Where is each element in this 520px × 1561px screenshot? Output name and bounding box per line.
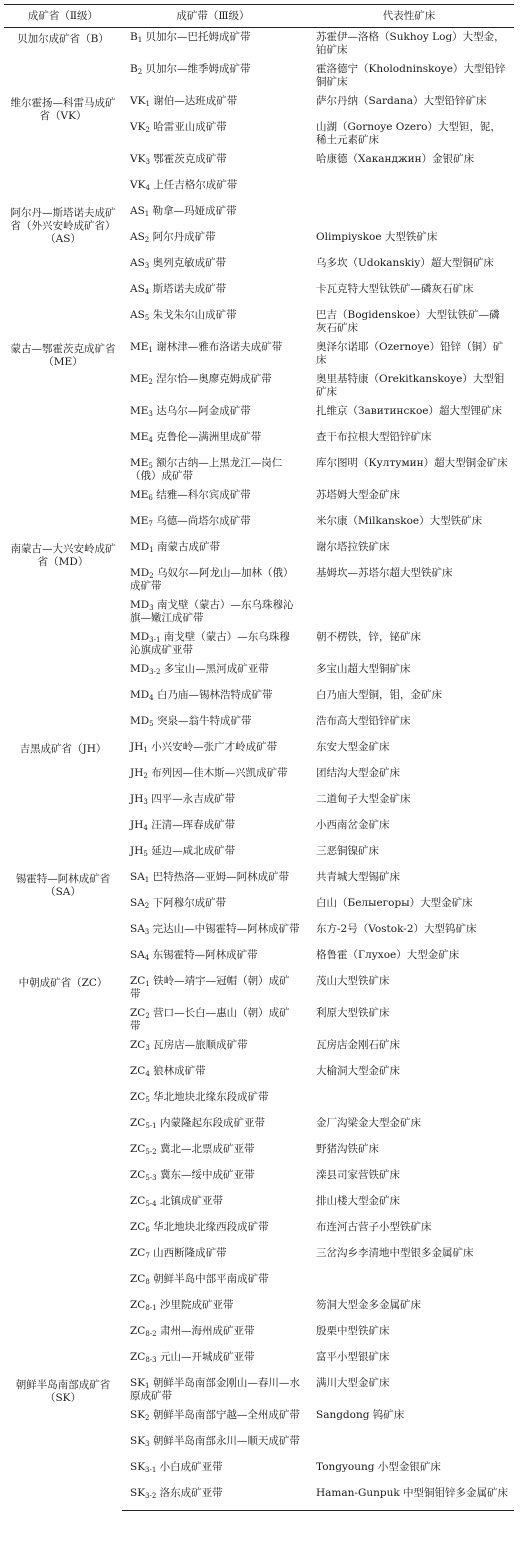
belt-cell [122,202,304,228]
belt-code: VK [130,153,146,165]
belt-cell [122,1244,304,1270]
belt-code: ZC [130,1247,146,1259]
belt-code-subscript: 3-2 [149,668,161,676]
belt-cell [122,176,304,202]
deposit-cell: 哈康德（Хаканджин）金银矿床 [316,153,475,165]
deposit-cell: 东安大型金矿床 [316,741,390,753]
belt-cell [122,1088,304,1114]
belt-code: B [130,63,138,75]
belt-code: ME [130,489,149,501]
deposit-cell [304,176,514,202]
belt-cell [122,1348,304,1374]
belt-code-subscript: 4 [143,824,148,832]
belt-code-subscript: 3 [148,410,153,418]
belt-name: 华北地块北缘西段成矿带 [153,1221,269,1233]
deposit-cell: 共青城大型锡矿床 [316,871,400,883]
table-row [4,868,514,894]
deposit-cell: 三岔沟乡李清地中型银多金属矿床 [316,1247,474,1259]
belt-code-subscript: 3 [144,928,150,936]
belt-name: 朱戈朱尔山成矿带 [152,309,237,321]
belt-name: 朝鲜半岛南部金刚山—春川—水原成矿带 [130,1377,300,1402]
belt-name: 完达山—中锡霍特—阿林成矿带 [152,923,300,935]
belt-code-subscript: 4 [145,184,150,192]
belt-name: 谢林津—雅布洛诺夫成矿带 [156,341,283,353]
deposit-cell: 二道甸子大型金矿床 [316,793,411,805]
belt-code: SA [130,949,145,961]
belt-code: SK [130,1409,146,1421]
deposit-cell: 排山楼大型金矿床 [316,1195,400,1207]
belt-cell [122,946,304,972]
belt-code: SA [130,871,145,883]
belt-code: MD [130,541,150,553]
belt-code-subscript: 6 [148,494,153,502]
table-header [4,5,514,28]
belt-code-subscript: 2 [145,1414,150,1422]
belt-code-subscript: 3 [143,798,148,806]
belt-code-subscript: 5 [145,1096,150,1104]
belt-code: B [130,31,138,43]
belt-code-subscript: 2 [144,902,150,910]
belt-code-subscript: 1 [148,346,153,354]
belt-cell [122,1296,304,1322]
belt-code: JH [130,767,144,779]
belt-code-subscript: 3 [145,1044,150,1052]
belt-name: 结雅—科尔宾成矿带 [156,489,251,501]
belt-name: 达乌尔—阿金成矿带 [156,405,251,417]
belt-name: 谢伯—达班成矿带 [153,95,238,107]
belt-cell [122,842,304,868]
belt-name: 哈雷亚山成矿带 [153,121,227,133]
belt-name: 肃州—海州成矿亚带 [159,1325,255,1337]
belt-code: AS [130,205,145,217]
deposit-cell: 三恶铜镍矿床 [316,845,379,857]
belt-code-subscript: 5 [149,720,154,728]
belt-code: MD [130,689,150,701]
belt-code: ZC [130,1117,146,1129]
table-row [4,338,514,370]
belt-cell [122,712,304,738]
belt-name: 华北地块北缘东段成矿带 [153,1091,269,1103]
belt-cell [122,920,304,946]
table-row [4,972,514,1004]
belt-cell [122,428,304,454]
belt-code: AS [130,231,145,243]
belt-cell [122,686,304,712]
belt-name: 沙里院成矿亚带 [159,1299,234,1311]
belt-name: 奥列克敏成矿带 [152,257,227,269]
province-cell: 中朝成矿省（ZC） [18,977,108,989]
belt-cell [122,254,304,280]
deposit-cell: 小西南岔金矿床 [316,819,390,831]
belt-code-subscript: 5-3 [145,1174,157,1182]
deposit-cell: 山湖（Gornoye Ozero）大型钽，铌，稀土元素矿床 [316,121,501,146]
belt-name: 斯塔诺夫成矿带 [152,283,227,295]
belt-cell [122,338,304,370]
belt-cell [122,118,304,150]
deposit-cell: 库尔图明（Култумин）超大型铜金矿床 [316,457,508,469]
belt-name: 布列因—佳木斯—兴凯成矿带 [151,767,288,779]
belt-code: ZC [130,1221,146,1233]
belt-cell [122,1004,304,1036]
belt-code-subscript: 5-4 [145,1200,157,1208]
belt-cell [122,564,304,596]
deposit-cell: 东方-2号（Vostok-2）大型钨矿床 [316,923,477,935]
deposit-cell: 布连河古营子小型铁矿床 [316,1221,432,1233]
belt-name: 小白成矿亚带 [159,1461,223,1473]
belt-name: 白乃庙—锡林浩特成矿带 [156,689,273,701]
belt-cell [122,816,304,842]
belt-name: 山西断隆成矿带 [153,1247,227,1259]
belt-cell [122,1192,304,1218]
belt-name: 汪清—珲春成矿带 [151,819,236,831]
belt-cell [122,306,304,338]
belt-name: 贝加尔—巴托姆成矿带 [145,31,251,43]
belt-code: VK [130,95,146,107]
deposit-cell: 笏洞大型金多金属矿床 [316,1299,421,1311]
belt-name: 洛东成矿亚带 [159,1487,223,1499]
belt-name: 涅尔恰—奥廖克姆成矿带 [156,373,272,385]
belt-name: 额尔古纳—上黑龙江—岗仁（俄）成矿带 [130,457,283,482]
belt-name: 朝鲜半岛中部平南成矿带 [153,1273,269,1285]
belt-cell [122,972,304,1004]
deposit-cell: 苏霍伊—洛格（Sukhoy Log）大型金，铂矿床 [316,31,505,56]
deposit-cell: 奥泽尔诺耶（Ozernoye）铅锌（铜）矿床 [316,341,504,366]
belt-name: 乌奴尔—阿龙山—加林（俄）成矿带 [130,567,294,592]
belt-code: ZC [130,1039,146,1051]
belt-code-subscript: 5-2 [145,1148,157,1156]
belt-cell [122,1458,304,1484]
belt-cell [122,596,304,628]
belt-name: 四平—永吉成矿带 [151,793,236,805]
belt-code: ZC [130,1007,146,1019]
belt-code-subscript: 8-3 [145,1356,157,1364]
belt-cell [122,1374,304,1406]
deposit-cell: 谢尔塔拉铁矿床 [316,541,390,553]
belt-code: ZC [130,975,146,987]
belt-code: VK [130,179,146,191]
belt-code-subscript: 8-1 [145,1304,157,1312]
belt-name: 朝鲜半岛南部永川—顺天成矿带 [152,1435,300,1447]
belt-code: MD [130,663,150,675]
belt-cell [122,764,304,790]
deposit-cell: 朝不楞铁，锌，铋矿床 [316,631,421,643]
deposit-cell: 瓦房店金刚石矿床 [316,1039,400,1051]
province-cell: 蒙古—鄂霍茨克成矿省（ME） [10,343,116,368]
belt-cell [122,738,304,764]
belt-cell [122,894,304,920]
deposit-cell: Olimpiyskoe 大型铁矿床 [316,231,438,243]
belt-code: MD [130,599,150,611]
belt-name: 延边—咸北成矿带 [151,845,236,857]
deposit-cell: 白山（Белыегоры）大型金矿床 [316,897,473,909]
deposit-cell: 米尔康（Milkanskoe）大型铁矿床 [316,515,483,527]
province-cell: 吉黑成矿省（JH） [19,743,107,755]
belt-code-subscript: 3 [144,262,150,270]
belt-code: ZC [130,1091,146,1103]
belt-name: 乌德—尚塔尔成矿带 [156,515,251,527]
belt-cell [122,92,304,118]
header-province: 成矿省（Ⅱ级） [4,5,122,28]
table-row [4,202,514,228]
belt-name: 内蒙隆起东段成矿亚带 [159,1117,265,1129]
deposit-cell [304,202,514,228]
belt-cell [122,628,304,660]
belt-cell [122,1322,304,1348]
deposit-cell: 大榆洞大型金矿床 [316,1065,400,1077]
belt-cell [122,538,304,564]
belt-code-subscript: 3 [149,604,154,612]
belt-code: SA [130,897,145,909]
belt-name: 狼林成矿带 [153,1065,206,1077]
belt-code: ME [130,431,149,443]
belt-name: 冀东—绥中成矿亚带 [159,1169,255,1181]
belt-cell [122,660,304,686]
deposit-cell: 野猪沟铁矿床 [316,1143,379,1155]
belt-code-subscript: 5 [144,314,150,322]
belt-code-subscript: 2 [143,772,148,780]
deposit-cell [304,1270,514,1296]
belt-code: SK [130,1377,146,1389]
belt-code: ME [130,457,149,469]
belt-code-subscript: 5 [143,850,148,858]
belt-code-subscript: 6 [145,1226,150,1234]
belt-code-subscript: 4 [144,288,150,296]
belt-name: 下阿穆尔成矿带 [152,897,227,909]
belt-code: AS [130,309,145,321]
belt-code-subscript: 2 [145,1012,150,1020]
deposit-cell [304,1432,514,1458]
metallogenic-table [4,4,514,1511]
belt-cell [122,868,304,894]
belt-name: 多宝山—黑河成矿亚带 [163,663,269,675]
belt-cell [122,790,304,816]
belt-name: 南蒙古成矿带 [156,541,220,553]
belt-name: 瓦房店—旅顺成矿带 [153,1039,248,1051]
deposit-cell: 浩布高大型铅锌矿床 [316,715,411,727]
belt-code: SK [130,1487,146,1499]
belt-cell [122,402,304,428]
belt-name: 铁岭—靖宇—冠帽（朝）成矿带 [130,975,290,1000]
belt-name: 突泉—翁牛特成矿带 [156,715,252,727]
belt-cell [122,280,304,306]
belt-code-subscript: 1 [145,980,150,988]
belt-code-subscript: 3 [145,1440,150,1448]
deposit-cell: 基姆坎—苏塔尔超大型铁矿床 [316,567,453,579]
deposit-cell: 殷栗中型铁矿床 [316,1325,390,1337]
belt-cell [122,512,304,538]
belt-code-subscript: 7 [145,1252,150,1260]
belt-cell [122,228,304,254]
deposit-cell: 多宝山超大型铜矿床 [316,663,411,675]
deposit-cell: 白乃庙大型铜，钼，金矿床 [316,689,442,701]
belt-cell [122,1406,304,1432]
deposit-cell: 团结沟大型金矿床 [316,767,400,779]
province-cell: 南蒙古—大兴安岭成矿省（MD） [10,543,116,568]
belt-cell [122,60,304,92]
deposit-cell: 滦县司家营铁矿床 [316,1169,400,1181]
province-cell: 锡霍特—阿林成矿省（SA） [15,873,111,898]
belt-code: AS [130,257,145,269]
belt-cell [122,1140,304,1166]
belt-name: 营口—长白—惠山（朝）成矿带 [130,1007,290,1032]
belt-code-subscript: 8-2 [145,1330,157,1338]
belt-cell [122,1218,304,1244]
belt-code-subscript: 3-2 [145,1492,157,1500]
province-cell: 朝鲜半岛南部成矿省（SK） [15,1379,111,1404]
belt-cell [122,1484,304,1510]
belt-code: MD [130,631,150,643]
table-row [4,738,514,764]
belt-cell [122,486,304,512]
belt-code-subscript: 3 [145,158,150,166]
province-cell: 贝加尔成矿省（B） [17,33,109,45]
belt-code-subscript: 5 [148,462,153,470]
belt-code: ZC [130,1299,146,1311]
belt-code-subscript: 1 [145,100,150,108]
province-cell: 维尔霍扬—科雷马成矿省（VK） [10,97,116,122]
belt-code-subscript: 4 [148,436,153,444]
belt-cell [122,454,304,486]
belt-cell [122,1432,304,1458]
province-cell: 阿尔丹—斯塔诺夫成矿省（外兴安岭成矿省）（AS） [10,207,116,245]
belt-code-subscript: 2 [149,572,154,580]
belt-code: ZC [130,1195,146,1207]
belt-cell [122,1114,304,1140]
belt-code-subscript: 2 [148,378,153,386]
belt-name: 南戈壁（蒙古）—东乌珠穆沁旗成矿亚带 [130,631,290,656]
header-deposit: 代表性矿床 [304,5,514,28]
header-belt: 成矿带（Ⅲ级） [122,5,304,28]
belt-name: 阿尔丹成矿带 [152,231,216,243]
deposit-cell: 乌多坎（Udokanskiy）超大型铜矿床 [316,257,494,269]
belt-name: 上任吉格尔成矿带 [153,179,238,191]
belt-code-subscript: 2 [144,236,150,244]
belt-code-subscript: 1 [144,876,150,884]
deposit-cell: 查干布拉根大型铅锌矿床 [316,431,432,443]
belt-code: ME [130,341,149,353]
belt-code-subscript: 4 [145,1070,150,1078]
table-body [4,28,514,1511]
belt-code-subscript: 2 [145,126,150,134]
belt-code-subscript: 3-1 [149,636,161,644]
belt-name: 勒拿—玛娅成矿带 [152,205,237,217]
belt-code: MD [130,567,150,579]
belt-code-subscript: 4 [149,694,154,702]
belt-code-subscript: 4 [144,954,150,962]
belt-code: ZC [130,1325,146,1337]
deposit-cell: Haman-Gunpuk 中型铜钼锌多金属矿床 [304,1484,514,1510]
belt-cell [122,370,304,402]
deposit-cell: 霍洛德宁（Kholodninskoye）大型铅锌铜矿床 [316,63,506,88]
belt-code-subscript: 1 [143,746,148,754]
belt-code-subscript: 7 [148,520,153,528]
belt-code: SA [130,923,145,935]
belt-code-subscript: 1 [137,36,143,44]
deposit-cell [304,596,514,628]
table-row [4,1374,514,1406]
belt-code: SK [130,1435,146,1447]
belt-name: 冀北—北票成矿亚带 [159,1143,255,1155]
deposit-cell: 金厂沟梁金大型金矿床 [316,1117,421,1129]
table-row [4,28,514,61]
belt-name: 北镇成矿亚带 [159,1195,223,1207]
belt-code: ZC [130,1143,146,1155]
belt-code: VK [130,121,146,133]
belt-code: ME [130,515,149,527]
belt-name: 巴特热洛—亚姆—阿林成矿带 [152,871,290,883]
belt-code: ZC [130,1351,146,1363]
deposit-cell: 奥里基特康（Orekitkanskoye）大型钼矿床 [316,373,505,398]
deposit-cell: 利原大型铁矿床 [316,1007,390,1019]
belt-name: 克鲁伦—满洲里成矿带 [156,431,262,443]
belt-name: 东锡霍特—阿林成矿带 [152,949,258,961]
belt-code: AS [130,283,145,295]
belt-name: 元山—开城成矿亚带 [159,1351,255,1363]
deposit-cell: 满川大型金矿床 [316,1377,390,1389]
belt-cell [122,1036,304,1062]
belt-name: 鄂霍茨克成矿带 [153,153,227,165]
belt-code-subscript: 5-1 [145,1122,157,1130]
deposit-cell: 萨尔丹纳（Sardana）大型铅锌矿床 [316,95,487,107]
table-row [4,92,514,118]
belt-cell [122,1270,304,1296]
belt-code: JH [130,819,144,831]
belt-code: JH [130,793,144,805]
belt-cell [122,1062,304,1088]
belt-code: ME [130,405,149,417]
belt-name: 南戈壁（蒙古）—东乌珠穆沁旗—嫩江成矿带 [130,599,294,624]
deposit-cell: Sangdong 钨矿床 [316,1409,405,1421]
belt-cell [122,150,304,176]
belt-name: 小兴安岭—张广才岭成矿带 [151,741,278,753]
deposit-cell: 富平小型银矿床 [316,1351,390,1363]
belt-code: JH [130,741,144,753]
deposit-cell: 茂山大型铁矿床 [316,975,390,987]
belt-code-subscript: 1 [149,546,154,554]
deposit-cell [304,1088,514,1114]
belt-cell [122,28,304,61]
belt-code: SK [130,1461,146,1473]
belt-code-subscript: 2 [137,68,143,76]
deposit-cell: 巴吉（Bogidenskoe）大型钛铁矿—磷灰石矿床 [316,309,500,334]
deposit-cell: 格鲁霍（Глухое）大型金矿床 [316,949,460,961]
belt-code: JH [130,845,144,857]
belt-code: MD [130,715,150,727]
deposit-cell: 卡瓦克特大型钛铁矿—磷灰石矿床 [316,283,474,295]
deposit-cell: 扎维京（Завитинское）超大型锂矿床 [316,405,502,417]
belt-name: 朝鲜半岛南部宁越—全州成矿带 [152,1409,300,1421]
belt-code: ZC [130,1273,146,1285]
deposit-cell: Tongyoung 小型金银矿床 [316,1461,441,1473]
belt-cell [122,1166,304,1192]
deposit-cell: 苏塔姆大型金矿床 [316,489,400,501]
belt-code-subscript: 8 [145,1278,150,1286]
belt-code-subscript: 3-1 [145,1466,157,1474]
belt-code: ME [130,373,149,385]
belt-code-subscript: 1 [144,210,150,218]
table-row [4,538,514,564]
belt-code: ZC [130,1169,146,1181]
belt-code: ZC [130,1065,146,1077]
belt-name: 贝加尔—维季姆成矿带 [145,63,251,75]
belt-code-subscript: 1 [145,1382,150,1390]
